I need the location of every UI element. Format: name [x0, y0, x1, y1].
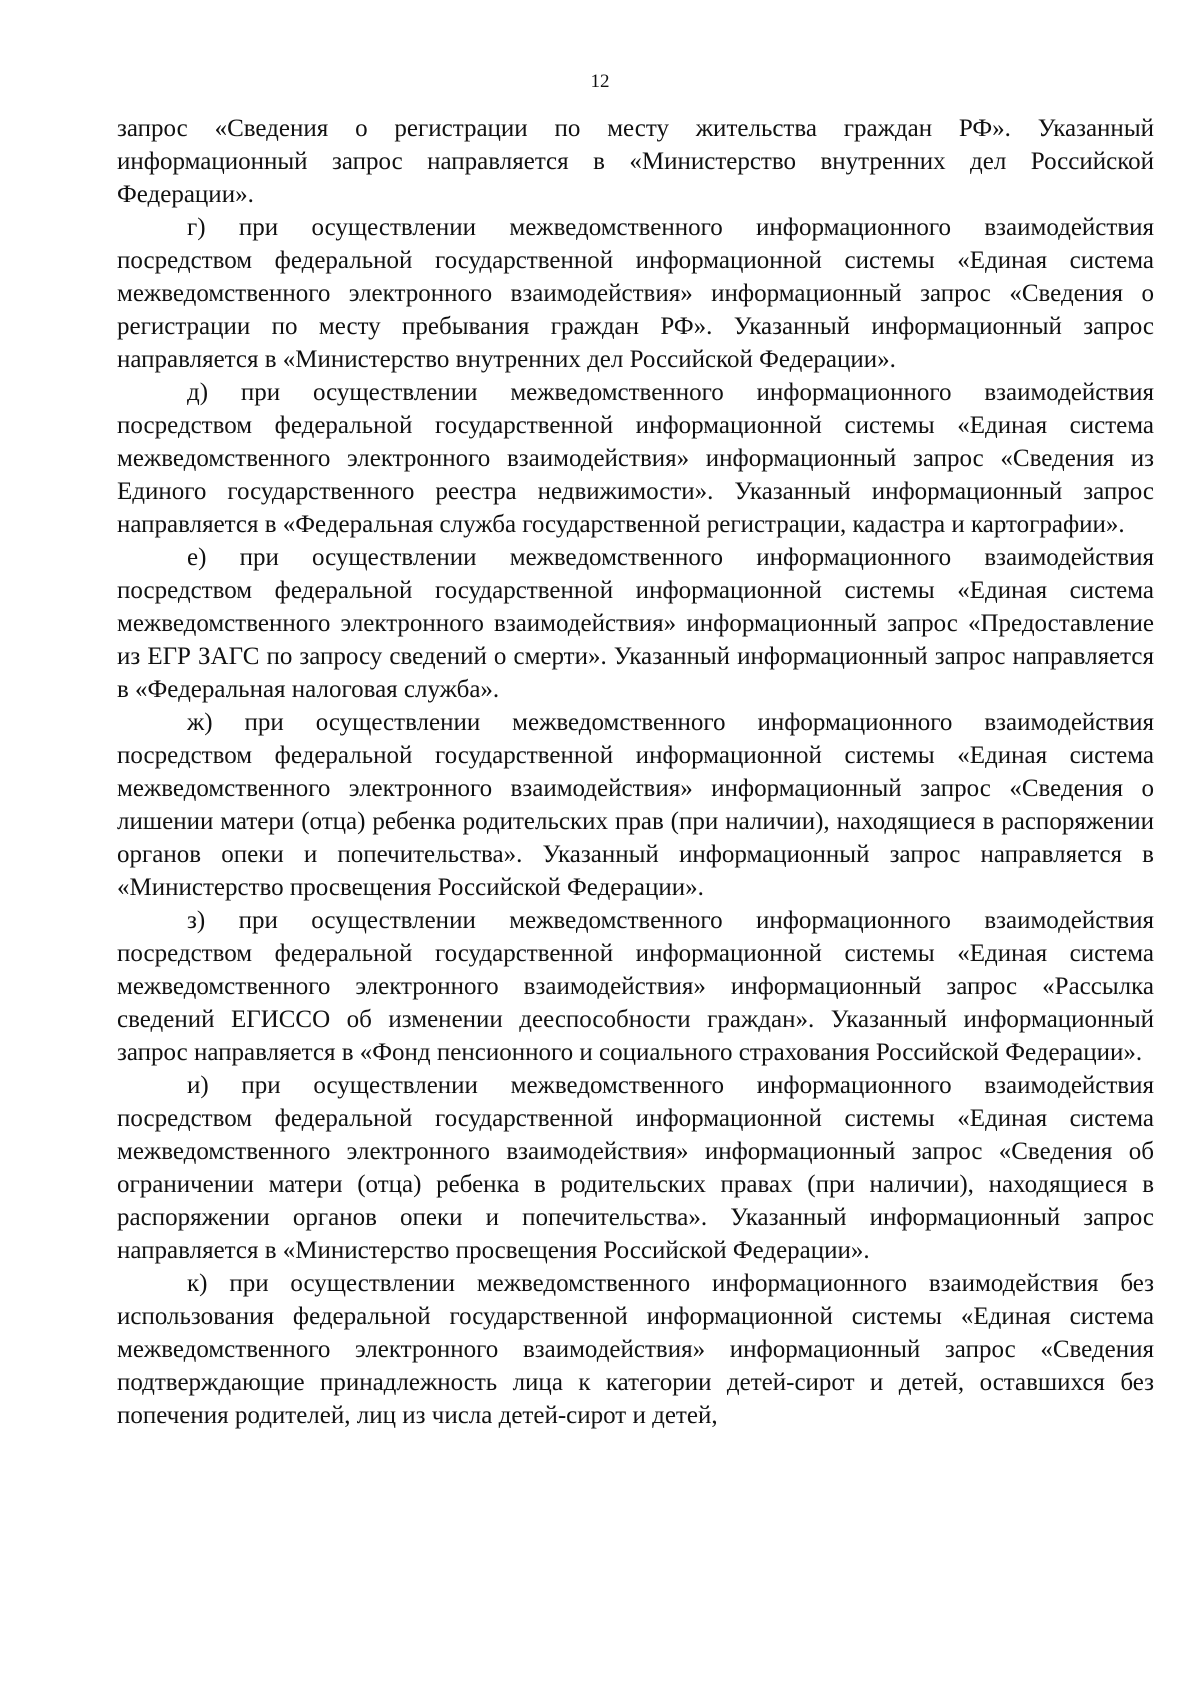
document-body [117, 112, 1154, 1432]
paragraph-item-z: з) при осуществлении межведомственного информационного взаимодействия посредством федеральной государственной информационной системы «Единая система межведомственного электронного взаимодействия» информационный запрос «Рассылка сведений ЕГИССО об изменении дееспособности граждан». Указанный информационный запрос направляется в «Фонд пенсионного и социального страхования Российской Федерации». [117, 907, 1154, 1066]
paragraph-continuation: запрос «Сведения о регистрации по месту жительства граждан РФ». Указанный информационный запрос направляется в «Министерство внутренних дел Российской Федерации». [117, 115, 1154, 208]
paragraph-item-e: е) при осуществлении межведомственного информационного взаимодействия посредством федеральной государственной информационной системы «Единая система межведомственного электронного взаимодействия» информационный запрос «Предоставление из ЕГР ЗАГС по запросу сведений о смерти». Указанный информационный запрос направляется в «Федеральная налоговая служба». [117, 544, 1154, 703]
paragraph-item-g: г) при осуществлении межведомственного информационного взаимодействия посредством федеральной государственной информационной системы «Единая система межведомственного электронного взаимодействия» информационный запрос «Сведения о регистрации по месту пребывания граждан РФ». Указанный информационный запрос направляется в «Министерство внутренних дел Российской Федерации». [117, 214, 1154, 373]
paragraph-item-zh: ж) при осуществлении межведомственного информационного взаимодействия посредством федеральной государственной информационной системы «Единая система межведомственного электронного взаимодействия» информационный запрос «Сведения о лишении матери (отца) ребенка родительских прав (при наличии), находящиеся в распоряжении органов опеки и попечительства». Указанный информационный запрос направляется в «Министерство просвещения Российской Федерации». [117, 709, 1154, 901]
paragraph-item-i: и) при осуществлении межведомственного информационного взаимодействия посредством федеральной государственной информационной системы «Единая система межведомственного электронного взаимодействия» информационный запрос «Сведения об ограничении матери (отца) ребенка в родительских правах (при наличии), находящиеся в распоряжении органов опеки и попечительства». Указанный информационный запрос направляется в «Министерство просвещения Российской Федерации». [117, 1072, 1154, 1264]
paragraph-item-d: д) при осуществлении межведомственного информационного взаимодействия посредством федеральной государственной информационной системы «Единая система межведомственного электронного взаимодействия» информационный запрос «Сведения из Единого государственного реестра недвижимости». Указанный информационный запрос направляется в «Федеральная служба государственной регистрации, кадастра и картографии». [117, 379, 1154, 538]
page-number: 12 [590, 71, 610, 92]
paragraph-item-k: к) при осуществлении межведомственного информационного взаимодействия без использования федеральной государственной информационной системы «Единая система межведомственного электронного взаимодействия» информационный запрос «Сведения подтверждающие принадлежность лица к категории детей-сирот и детей, оставшихся без попечения родителей, лиц из числа детей-сирот и детей, [117, 1270, 1154, 1429]
